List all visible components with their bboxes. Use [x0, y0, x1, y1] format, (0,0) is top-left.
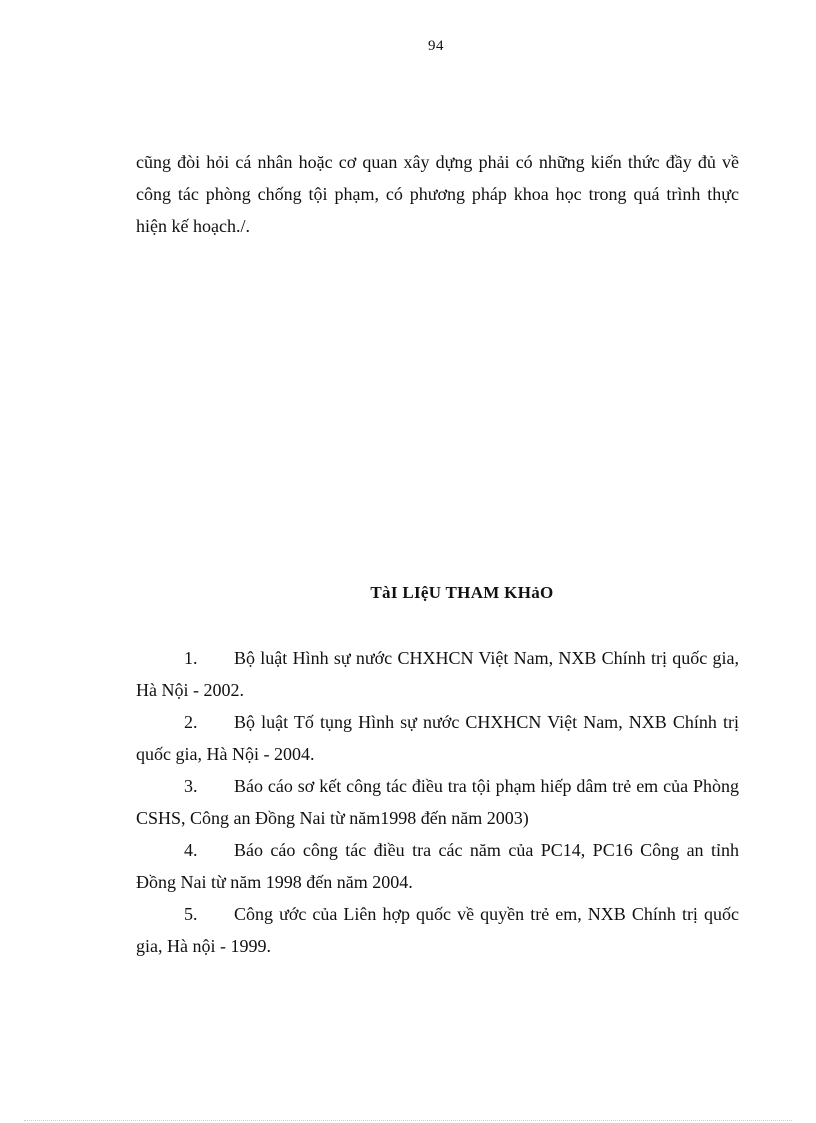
reference-item-4: [136, 834, 739, 898]
reference-item-1: [136, 642, 739, 706]
reference-item-3: [136, 770, 739, 834]
reference-text: Báo cáo sơ kết công tác điều tra tội phạm hiếp dâm trẻ em của Phòng CSHS, Công an Đồng Nai từ năm1998 đến năm 2003): [136, 776, 739, 828]
reference-text: Bộ luật Hình sự nước CHXHCN Việt Nam, NXB Chính trị quốc gia, Hà Nội - 2002.: [136, 648, 739, 700]
page-number: 94: [428, 38, 444, 54]
reference-list: [136, 642, 739, 962]
reference-number: 4.: [184, 840, 198, 860]
intro-paragraph: cũng đòi hỏi cá nhân hoặc cơ quan xây dựng phải có những kiến thức đầy đủ về công tác phòng chống tội phạm, có phương pháp khoa học trong quá trình thực hiện kế hoạch./.: [136, 152, 739, 236]
reference-text: Công ước của Liên hợp quốc về quyền trẻ em, NXB Chính trị quốc gia, Hà nội - 1999.: [136, 904, 739, 956]
reference-number: 5.: [184, 904, 198, 924]
reference-number: 3.: [184, 776, 198, 796]
reference-item-5: [136, 898, 739, 962]
reference-item-2: [136, 706, 739, 770]
footer-divider: [24, 1120, 792, 1121]
reference-number: 1.: [184, 648, 198, 668]
reference-number: 2.: [184, 712, 198, 732]
reference-text: Bộ luật Tố tụng Hình sự nước CHXHCN Việt Nam, NXB Chính trị quốc gia, Hà Nội - 2004.: [136, 712, 739, 764]
references-heading: TàI LIệU THAM KHảO: [370, 583, 554, 602]
reference-text: Báo cáo công tác điều tra các năm của PC14, PC16 Công an tỉnh Đồng Nai từ năm 1998 đến năm 2004.: [136, 840, 739, 892]
